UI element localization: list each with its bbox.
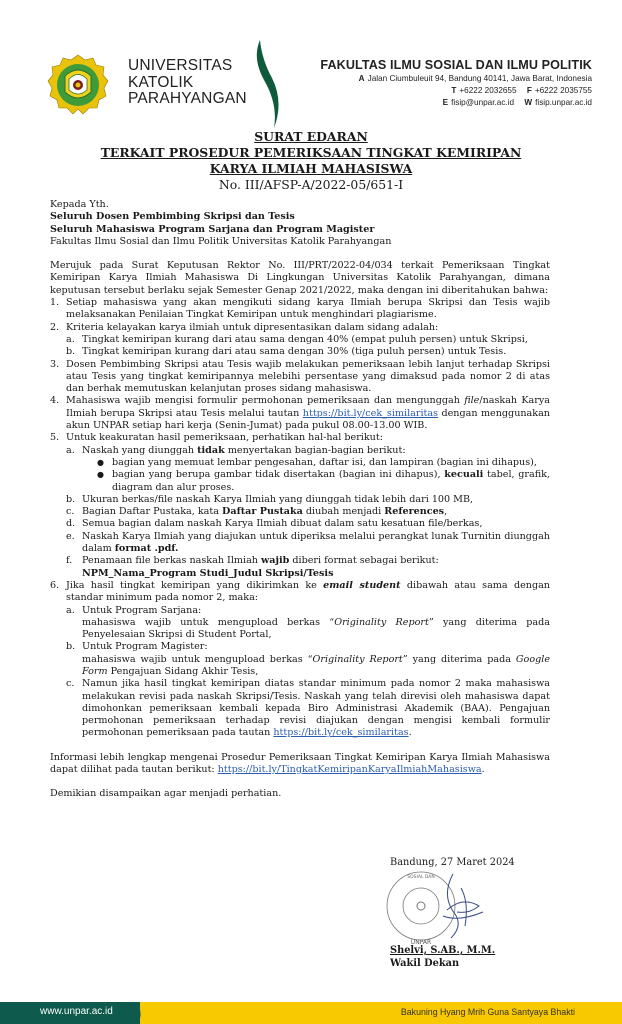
sub-item-title: Untuk Program Magister: [82,641,208,653]
title-line-1: SURAT EDARAN [254,129,368,144]
text-segment: /naskah Karya Ilmiah berupa Skripsi atau Tesis melalui tautan [66,395,550,419]
bold-segment: kecuali [444,469,484,481]
university-name-line-1: UNIVERSITAS [128,57,233,74]
svg-text:UNPAR: UNPAR [410,939,432,946]
text-segment: bagian yang berupa gambar tidak disertakan (bagian ini dihapus), [112,469,445,481]
closing-sentence: Demikian disampaikan agar menjadi perhatian. [50,788,282,800]
signatory-role: Wakil Dekan [390,957,460,969]
list-number: 1. [50,297,60,309]
letter-number: No. III/AFSP-A/2022-05/651-I [218,177,404,192]
signatory-block [390,945,495,970]
sub-item-body [82,654,550,679]
signatory-name: Shelvi, S.AB., M.M. [390,945,496,956]
green-swoosh-decoration [250,38,290,130]
bullet-icon: ● [97,457,104,467]
list-item-4 [50,395,550,432]
text-segment: . [408,727,412,739]
address-label: A [358,74,365,83]
list-item-text: Setiap mahasiswa yang akan mengikuti sidang karya Ilmiah berupa Skripsi dan Tesis wajib melaksanakan Penilaian Tingkat Kemiripan untuk menghindari plagiarisme. [66,297,550,321]
text-segment: Penamaan file berkas naskah Ilmiah [82,555,262,567]
sub-item-text: Tingkat kemiripan kurang dari atau sama dengan 30% (tiga puluh persen) untuk Tesis. [82,346,507,358]
web-label: W [524,98,533,107]
email-label: E [442,98,449,107]
faculty-address: Jalan Ciumbuleuit 94, Bandung 40141, Jawa Barat, Indonesia [367,74,592,83]
text-segment: dibawah atau sama dengan standar minimum pada nomor 2, maka: [66,579,550,604]
text-segment: Naskah yang diunggah [82,444,198,456]
sub-letter: f. [66,555,73,567]
list-subitem-5f [66,555,550,580]
text-segment: Naskah Karya Ilmiah yang diajukan untuk diperiksa melalui perangkat lunak Turnitin diunggah dalam [82,530,550,555]
university-name [128,58,247,108]
sub-letter: a. [66,333,75,345]
sub-letter: c. [66,678,75,690]
tingkat-kemiripan-info-link[interactable]: https://bit.ly/TingkatKemiripanKaryaIlmiahMahasiswa [217,764,482,776]
list-subitem-5a [66,445,550,494]
text-segment: Pengajuan Sidang Akhir Tesis, [107,665,259,677]
text-segment: Bagian Daftar Pustaka, kata [82,506,223,518]
text-segment: mahasiswa wajib untuk mengupload berkas “ [82,653,313,665]
cek-similaritas-link[interactable]: https://bit.ly/cek_similaritas [302,407,439,419]
faculty-title: FAKULTAS ILMU SOSIAL DAN ILMU POLITIK [320,58,592,72]
file-name-format: NPM_Nama_Program Studi_Judul Skripsi/Tesis [82,567,334,579]
text-segment: Mahasiswa wajib mengisi formulir permohonan pemeriksaan dan mengunggah [66,395,465,407]
list-number: 2. [50,321,60,333]
footer-website[interactable]: www.unpar.ac.id [40,1006,113,1017]
text-segment: menyertakan bagian-bagian berikut: [224,444,406,456]
text-segment: diberi format sebagai berikut: [289,555,439,567]
bold-segment: References [384,506,445,518]
list-item-text: Dosen Pembimbing Skripsi atau Tesis wajib melakukan pemeriksaan lebih lanjut terhadap Skripsi atau Tesis yang tingkat kemiripannya melebihi persentase yang dimaksud pada nomor 2 di atas dan berhak memutuskan kelanjutan proses sidang mahasiswa. [66,358,550,395]
italic-segment: Google Form [82,653,550,677]
info-paragraph [50,752,550,777]
place-date: Bandung, 27 Maret 2024 [390,857,515,868]
bullet-icon: ● [97,470,104,480]
sub-item-text: Semua bagian dalam naskah Karya Ilmiah dibuat dalam satu kesatuan file/berkas, [82,518,483,530]
text-segment: Informasi lebih lengkap mengenai Prosedur Pemeriksaan Tingkat Kemiripan Karya Ilmiah Mahasiswa dapat dilihat pada tautan berikut: [50,751,550,776]
list-item-text: Untuk keakuratan hasil pemeriksaan, perhatikan hal-hal berikut: [66,432,383,444]
sub-item-body [82,617,550,642]
text-segment: Namun jika hasil tingkat kemiripan diatas standar minimum pada nomor 2 maka mahasiswa melakukan revisi pada naskah Skripsi/Tesis. Naskah yang telah direvisi oleh mahasiswa dapat dimohonkan pemeriksaan kembali kepada Biro Administrasi Akademik (BAA). Pengajuan permohonan pemeriksaan terhadap revisi diajukan dengan mengisi kembali formulir permohonan pemeriksaan pada tautan [82,678,550,739]
faculty-fax: +6222 2035755 [534,86,592,95]
sub-letter: b. [66,346,76,358]
faculty-phone-line [320,85,592,97]
italic-segment: Originality Report [334,616,429,628]
italic-segment: file [464,395,480,407]
bullet-item-1 [82,457,550,469]
list-item-3 [50,359,550,396]
university-name-line-2: KATOLIK [128,73,194,91]
bullet-text: bagian yang memuat lembar pengesahan, daftar isi, dan lampiran (bagian ini dihapus), [112,456,537,468]
sub-item-title: Untuk Program Sarjana: [82,604,202,616]
list-subitem-6a [66,605,550,642]
bold-italic-segment: email student [323,579,401,591]
university-emblem-logo [47,54,109,116]
sub-letter: c. [66,506,75,518]
bold-segment: wajib [261,555,290,567]
list-number: 6. [50,579,60,591]
faculty-stamp-and-signature [383,866,493,948]
italic-segment: Originality Report [312,653,403,665]
text-segment: dengan menggunakan akun UNPAR setiap hari kerja (Senin-Jumat) pada pukul 08.00-13.00 WIB. [66,407,550,432]
sub-item-text: Tingkat kemiripan kurang dari atau sama dengan 40% (empat puluh persen) untuk Skripsi, [82,333,528,345]
recipient-line-1: Seluruh Dosen Pembimbing Skripsi dan Tesis [50,211,295,223]
sub-letter: b. [66,641,76,653]
sub-letter: d. [66,518,76,530]
list-item-2 [50,322,550,359]
bold-segment: format .pdf. [114,543,179,555]
bullet-item-2 [82,469,550,494]
sub-letter: a. [66,604,75,616]
sub-letter: a. [66,444,75,456]
footer-bar [0,1002,622,1024]
bold-segment: tidak [197,444,225,456]
list-number: 5. [50,432,60,444]
bold-segment: Daftar Pustaka [222,506,303,518]
list-subitem-6c [66,678,550,739]
faculty-address-line [320,73,592,85]
list-subitem-5b [66,494,550,506]
faculty-website[interactable]: fisip.unpar.ac.id [535,98,592,107]
cek-similaritas-link-2[interactable]: https://bit.ly/cek_similaritas [273,727,409,739]
phone-label: T [451,86,457,95]
list-subitem-5e [66,531,550,556]
university-name-line-3: PARAHYANGAN [128,90,247,107]
list-item-1 [50,297,550,322]
list-subitem-5d [66,518,550,530]
list-number: 3. [50,358,60,370]
text-segment: ” yang diterima pada [402,653,516,665]
list-subitem-5c [66,506,550,518]
list-item-6 [50,580,550,740]
recipient-line-2: Seluruh Mahasiswa Program Sarjana dan Program Magister [50,223,375,235]
list-number: 4. [50,395,60,407]
list-subitem-2a [66,334,550,346]
letter-body [50,199,550,801]
text-segment: tabel, grafik, diagram dan alur proses. [112,469,550,493]
recipient-line-3: Fakultas Ilmu Sosial dan Ilmu Politik Universitas Katolik Parahyangan [50,235,392,247]
text-segment: diubah menjadi [302,506,385,518]
list-subitem-6b [66,641,550,678]
text-segment: ” yang diterima pada Penyelesaian Skripsi di Student Portal, [82,616,550,641]
text-segment: , [444,506,448,518]
footer-motto: Bakuning Hyang Mrih Guna Santyaya Bhakti [400,1007,575,1017]
fax-label: F [526,86,532,95]
text-segment: Jika hasil tingkat kemiripan yang dikirimkan ke [66,579,324,591]
title-line-2: TERKAIT PROSEDUR PEMERIKSAAN TINGKAT KEMIRIPAN [100,145,522,160]
footer-curve-decoration [130,1002,146,1024]
sub-letter: b. [66,493,76,505]
faculty-email[interactable]: fisip@unpar.ac.id [451,98,515,107]
list-item-5 [50,432,550,580]
list-item-text: Kriteria kelayakan karya ilmiah untuk dipresentasikan dalam sidang adalah: [66,321,439,333]
sub-item-text: Ukuran berkas/file naskah Karya Ilmiah yang diunggah tidak lebih dari 100 MB, [82,493,474,505]
text-segment: mahasiswa wajib untuk mengupload berkas “ [82,616,335,628]
sub-letter: e. [66,530,75,542]
faculty-phone: +6222 2032655 [459,86,517,95]
text-segment: . [481,764,485,776]
faculty-email-web-line [320,97,592,109]
letter-title-block [0,129,622,193]
recipient-salutation: Kepada Yth. [50,199,109,210]
list-subitem-2b [66,346,550,358]
title-line-3: KARYA ILMIAH MAHASISWA [209,161,413,176]
faculty-contact-block [320,58,592,109]
svg-text:SOSIAL DAN: SOSIAL DAN [407,875,435,880]
intro-paragraph: Merujuk pada Surat Keputusan Rektor No. III/PRT/2022-04/034 terkait Pemeriksaan Tingkat Kemiripan Karya Ilmiah Mahasiswa Di Lingkungan Universitas Katolik Parahyangan, dimana keputusan tersebut berlaku sejak Semester Genap 2021/2022, maka dengan ini diberitahukan bahwa: [50,260,550,296]
